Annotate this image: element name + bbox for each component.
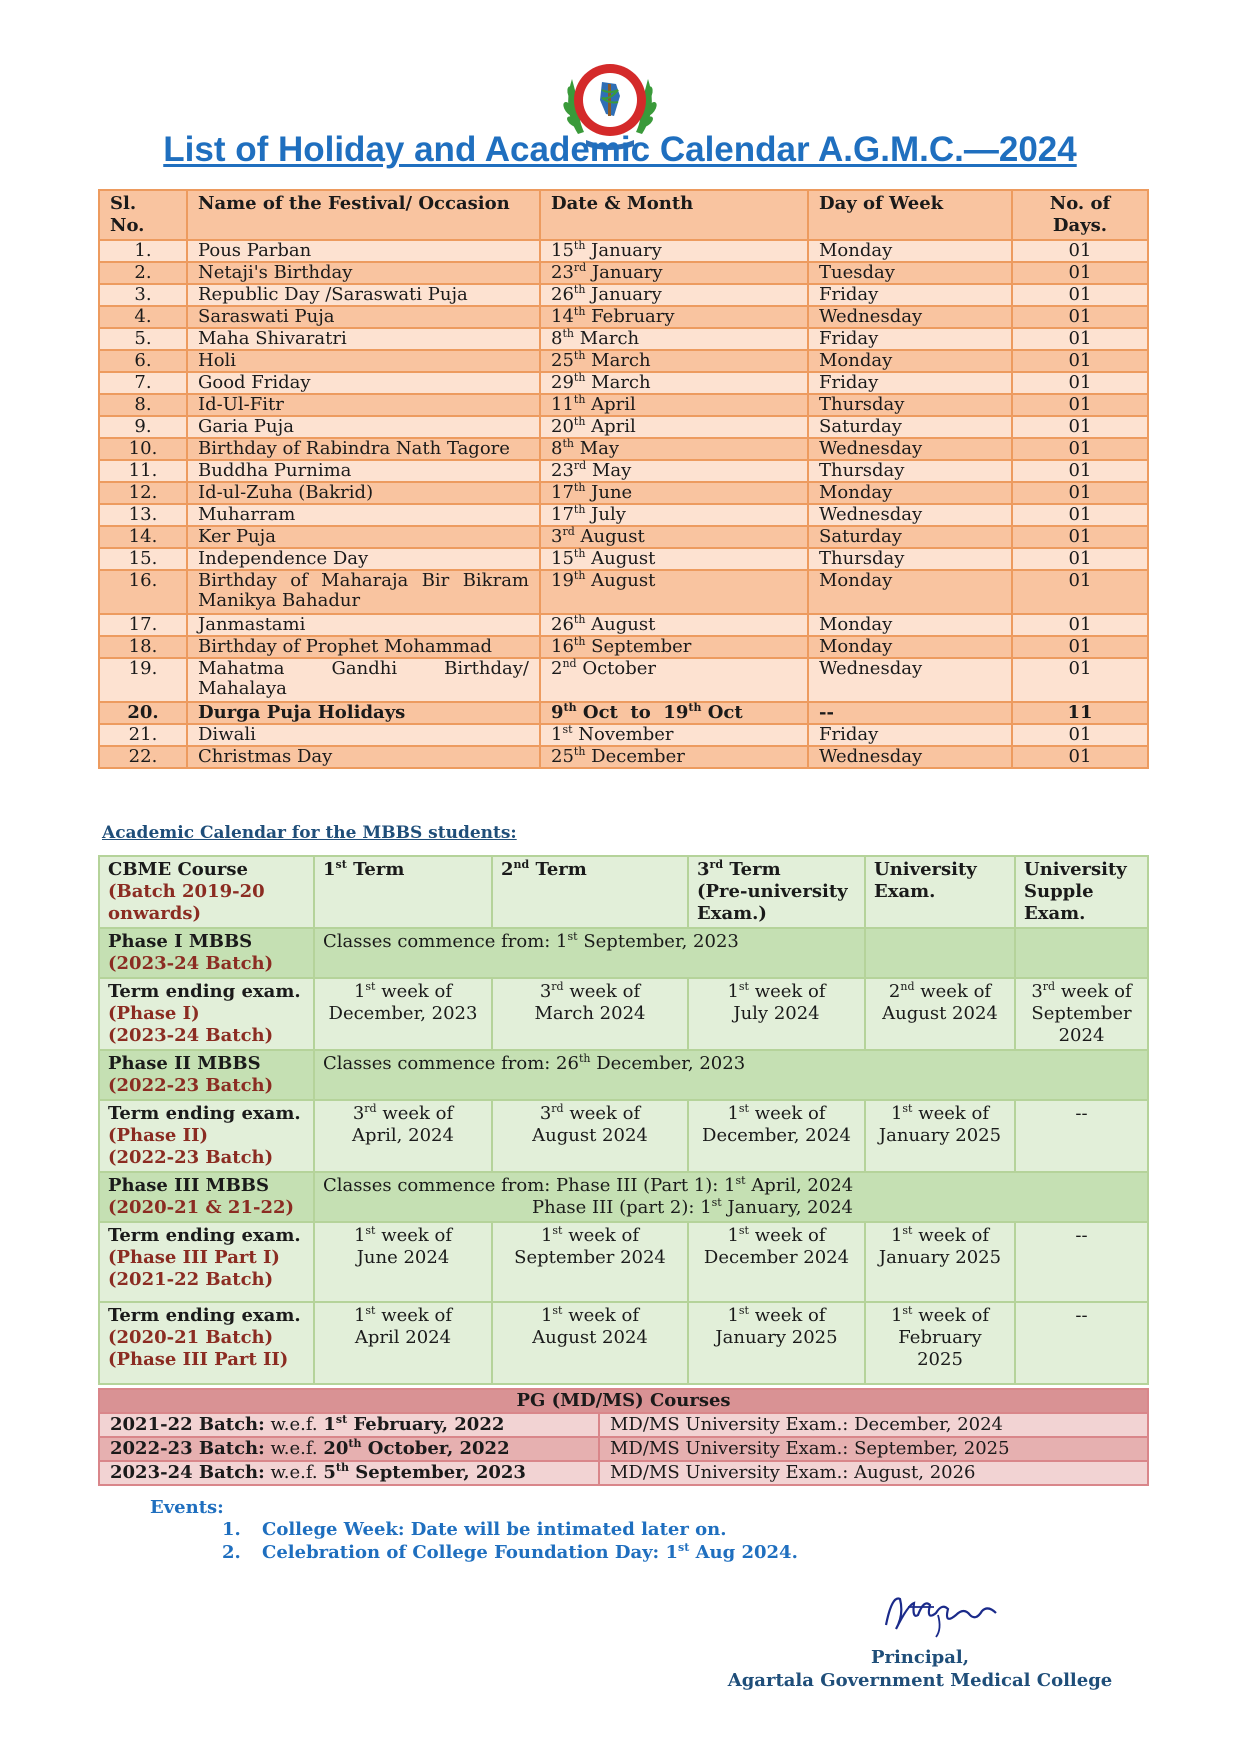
holiday-row: [99, 658, 1148, 702]
holiday-row: [99, 438, 1148, 460]
holiday-row: [99, 416, 1148, 438]
holiday-sl-no: 12.: [99, 482, 187, 504]
holiday-date: 23rd May: [540, 460, 808, 482]
exam-week-cell: 1st week of December, 2024: [688, 1100, 865, 1172]
holiday-row: [99, 548, 1148, 570]
holiday-name: Holi: [187, 350, 540, 372]
header-sl-no: Sl. No.: [99, 190, 187, 240]
holiday-days: 01: [1012, 416, 1148, 438]
pg-header-row: [99, 1389, 1148, 1413]
pg-courses-table: [98, 1388, 1149, 1486]
term3-header: 3rd Term (Pre-university Exam.): [688, 856, 865, 928]
holiday-sl-no: 4.: [99, 306, 187, 328]
holiday-days: 01: [1012, 328, 1148, 350]
holiday-sl-no: 2.: [99, 262, 187, 284]
exam-week-cell: 1st week of January 2025: [688, 1302, 865, 1384]
holiday-sl-no: 18.: [99, 636, 187, 658]
holiday-weekday: Saturday: [808, 416, 1012, 438]
holiday-name: Independence Day: [187, 548, 540, 570]
pg-row: 2022-23 Batch: w.e.f. 20th October, 2022 MD/MS University Exam.: September, 2025: [99, 1437, 1148, 1461]
holiday-row: [99, 372, 1148, 394]
holiday-name: Garia Puja: [187, 416, 540, 438]
holiday-row: [99, 284, 1148, 306]
holiday-weekday: Friday: [808, 724, 1012, 746]
holiday-days: 01: [1012, 262, 1148, 284]
phase1-row: [99, 928, 1148, 978]
holiday-name: Durga Puja Holidays: [187, 702, 540, 724]
holiday-name: Id-ul-Zuha (Bakrid): [187, 482, 540, 504]
holiday-name: Birthday of Rabindra Nath Tagore: [187, 438, 540, 460]
holiday-name: Mahatma Gandhi Birthday/ Mahalaya: [187, 658, 540, 702]
holiday-date: 1st November: [540, 724, 808, 746]
holiday-date: 25th December: [540, 746, 808, 768]
exam-week-cell-empty: --: [1015, 1302, 1148, 1384]
holiday-days: 01: [1012, 746, 1148, 768]
holiday-sl-no: 16.: [99, 570, 187, 614]
holiday-weekday: Wednesday: [808, 438, 1012, 460]
holiday-sl-no: 13.: [99, 504, 187, 526]
exam-week-cell: 1st week of December, 2023: [314, 978, 492, 1050]
holiday-sl-no: 5.: [99, 328, 187, 350]
holiday-date: 19th August: [540, 570, 808, 614]
holiday-weekday: Monday: [808, 636, 1012, 658]
holiday-weekday: --: [808, 702, 1012, 724]
holiday-date: 15th August: [540, 548, 808, 570]
holiday-days: 01: [1012, 636, 1148, 658]
holiday-sl-no: 14.: [99, 526, 187, 548]
exam-week-cell: 1st week of December 2024: [688, 1222, 865, 1302]
holiday-row: [99, 460, 1148, 482]
header-day-of-week: Day of Week: [808, 190, 1012, 240]
holiday-date: 15th January: [540, 240, 808, 262]
holiday-weekday: Wednesday: [808, 504, 1012, 526]
holiday-row: [99, 328, 1148, 350]
header-festival-name: Name of the Festival/ Occasion: [187, 190, 540, 240]
holiday-sl-no: 17.: [99, 614, 187, 636]
term3a-label: Term ending exam. (Phase III Part I) (2021-22 Batch): [99, 1222, 314, 1302]
holiday-name: Janmastami: [187, 614, 540, 636]
holiday-weekday: Saturday: [808, 526, 1012, 548]
holiday-date: 2nd October: [540, 658, 808, 702]
phase1-label: Phase I MBBS (2023-24 Batch): [99, 928, 314, 978]
holiday-name: Ker Puja: [187, 526, 540, 548]
holiday-weekday: Monday: [808, 614, 1012, 636]
term2-header: 2nd Term: [492, 856, 688, 928]
exam-week-cell: 1st week of April 2024: [314, 1302, 492, 1384]
course-header: CBME Course (Batch 2019-20 onwards): [99, 856, 314, 928]
exam-week-cell: 1st week of January 2025: [865, 1100, 1015, 1172]
holiday-date: 8th May: [540, 438, 808, 460]
holiday-sl-no: 15.: [99, 548, 187, 570]
university-exam-header: University Exam.: [865, 856, 1015, 928]
exam-week-cell: 3rd week of August 2024: [492, 1100, 688, 1172]
holiday-days: 01: [1012, 350, 1148, 372]
holiday-date: 3rd August: [540, 526, 808, 548]
holiday-name: Diwali: [187, 724, 540, 746]
holiday-row: [99, 482, 1148, 504]
holiday-table: [98, 189, 1149, 769]
holiday-weekday: Thursday: [808, 460, 1012, 482]
exam-week-cell: 3rd week of September 2024: [1015, 978, 1148, 1050]
holiday-date: 17th June: [540, 482, 808, 504]
holiday-weekday: Wednesday: [808, 658, 1012, 702]
pg-row: 2021-22 Batch: w.e.f. 1st February, 2022 MD/MS University Exam.: December, 2024: [99, 1413, 1148, 1437]
holiday-weekday: Thursday: [808, 394, 1012, 416]
phase3-row: [99, 1172, 1148, 1222]
holiday-date: 26th August: [540, 614, 808, 636]
holiday-sl-no: 11.: [99, 460, 187, 482]
term1-label: Term ending exam. (Phase I) (2023-24 Batch): [99, 978, 314, 1050]
holiday-name: Birthday of Prophet Mohammad: [187, 636, 540, 658]
term2-label: Term ending exam. (Phase II) (2022-23 Batch): [99, 1100, 314, 1172]
holiday-weekday: Monday: [808, 350, 1012, 372]
holiday-weekday: Monday: [808, 482, 1012, 504]
signatory-org: Agartala Government Medical College: [727, 1670, 1113, 1691]
events-heading: Events:: [150, 1497, 224, 1518]
holiday-name: Saraswati Puja: [187, 306, 540, 328]
holiday-weekday: Monday: [808, 240, 1012, 262]
exam-week-cell: 1st week of September 2024: [492, 1222, 688, 1302]
exam-week-cell: 1st week of June 2024: [314, 1222, 492, 1302]
holiday-date: 9th Oct to 19th Oct: [540, 702, 808, 724]
holiday-days: 01: [1012, 394, 1148, 416]
academic-calendar-heading: Academic Calendar for the MBBS students:: [102, 823, 517, 843]
holiday-name: Buddha Purnima: [187, 460, 540, 482]
holiday-date: 20th April: [540, 416, 808, 438]
holiday-row: [99, 526, 1148, 548]
holiday-row: [99, 570, 1148, 614]
holiday-days: 01: [1012, 372, 1148, 394]
holiday-date: 14th February: [540, 306, 808, 328]
holiday-name: Maha Shivaratri: [187, 328, 540, 350]
term1-row: [99, 978, 1148, 1050]
holiday-days: 01: [1012, 240, 1148, 262]
term3b-label: Term ending exam. (2020-21 Batch) (Phase III Part II): [99, 1302, 314, 1384]
holiday-date: 23rd January: [540, 262, 808, 284]
holiday-date: 16th September: [540, 636, 808, 658]
signatory-title: Principal,: [870, 1647, 970, 1668]
holiday-date: 25th March: [540, 350, 808, 372]
holiday-days: 01: [1012, 570, 1148, 614]
holiday-date: 17th July: [540, 504, 808, 526]
supple-exam-header: University Supple Exam.: [1015, 856, 1148, 928]
holiday-row: [99, 262, 1148, 284]
holiday-days: 01: [1012, 460, 1148, 482]
exam-week-cell: 1st week of February 2025: [865, 1302, 1015, 1384]
academic-calendar-table: [98, 855, 1149, 1385]
holiday-days: 01: [1012, 306, 1148, 328]
holiday-row: [99, 240, 1148, 262]
header-date-month: Date & Month: [540, 190, 808, 240]
holiday-days: 01: [1012, 504, 1148, 526]
holiday-row: [99, 636, 1148, 658]
phase3-commence: Classes commence from: Phase III (Part 1): 1st April, 2024 Phase III (part 2): 1st January, 2024: [314, 1172, 1148, 1222]
holiday-name: Christmas Day: [187, 746, 540, 768]
holiday-date: 29th March: [540, 372, 808, 394]
term3a-row: [99, 1222, 1148, 1302]
term2-row: [99, 1100, 1148, 1172]
holiday-weekday: Thursday: [808, 548, 1012, 570]
holiday-weekday: Monday: [808, 570, 1012, 614]
holiday-sl-no: 8.: [99, 394, 187, 416]
exam-week-cell: 3rd week of March 2024: [492, 978, 688, 1050]
holiday-days: 01: [1012, 724, 1148, 746]
holiday-row: [99, 614, 1148, 636]
term3b-row: [99, 1302, 1148, 1384]
holiday-days: 01: [1012, 658, 1148, 702]
holiday-sl-no: 21.: [99, 724, 187, 746]
holiday-date: 26th January: [540, 284, 808, 306]
holiday-weekday: Tuesday: [808, 262, 1012, 284]
holiday-days: 01: [1012, 548, 1148, 570]
holiday-name: Republic Day /Saraswati Puja: [187, 284, 540, 306]
holiday-row: [99, 724, 1148, 746]
phase3-label: Phase III MBBS (2020-21 & 21-22): [99, 1172, 314, 1222]
event-item: 2. Celebration of College Foundation Day: 1st Aug 2024.: [222, 1541, 798, 1563]
event-item: 1. College Week: Date will be intimated later on.: [222, 1519, 727, 1540]
phase2-commence: Classes commence from: 26th December, 2023: [314, 1050, 1148, 1100]
holiday-weekday: Friday: [808, 372, 1012, 394]
holiday-weekday: Friday: [808, 284, 1012, 306]
holiday-name: Pous Parban: [187, 240, 540, 262]
exam-week-cell-empty: --: [1015, 1222, 1148, 1302]
holiday-days: 01: [1012, 526, 1148, 548]
page-title: List of Holiday and Academic Calendar A.G.M.C.—2024: [163, 130, 1077, 169]
pg-row: 2023-24 Batch: w.e.f. 5th September, 2023 MD/MS University Exam.: August, 2026: [99, 1461, 1148, 1485]
holiday-weekday: Friday: [808, 328, 1012, 350]
holiday-sl-no: 9.: [99, 416, 187, 438]
term1-header: 1st Term: [314, 856, 492, 928]
holiday-row: [99, 702, 1148, 724]
holiday-name: Muharram: [187, 504, 540, 526]
exam-week-cell: 1st week of July 2024: [688, 978, 865, 1050]
exam-week-cell: 1st week of August 2024: [492, 1302, 688, 1384]
pg-heading: PG (MD/MS) Courses: [99, 1389, 1148, 1413]
holiday-sl-no: 7.: [99, 372, 187, 394]
holiday-sl-no: 10.: [99, 438, 187, 460]
holiday-row: [99, 306, 1148, 328]
events-list: [222, 1518, 798, 1564]
holiday-days: 01: [1012, 482, 1148, 504]
phase2-label: Phase II MBBS (2022-23 Batch): [99, 1050, 314, 1100]
holiday-sl-no: 19.: [99, 658, 187, 702]
exam-week-cell: 1st week of January 2025: [865, 1222, 1015, 1302]
holiday-sl-no: 6.: [99, 350, 187, 372]
exam-week-cell-empty: --: [1015, 1100, 1148, 1172]
phase1-commence: Classes commence from: 1st September, 2023: [314, 928, 865, 978]
holiday-row: [99, 504, 1148, 526]
holiday-header-row: [99, 190, 1148, 240]
holiday-date: 8th March: [540, 328, 808, 350]
header-no-of-days: No. of Days.: [1012, 190, 1148, 240]
holiday-days: 01: [1012, 438, 1148, 460]
holiday-sl-no: 3.: [99, 284, 187, 306]
holiday-days: 11: [1012, 702, 1148, 724]
holiday-weekday: Wednesday: [808, 746, 1012, 768]
exam-week-cell: 3rd week of April, 2024: [314, 1100, 492, 1172]
holiday-sl-no: 22.: [99, 746, 187, 768]
holiday-name: Good Friday: [187, 372, 540, 394]
academic-header-row: [99, 856, 1148, 928]
holiday-row: [99, 394, 1148, 416]
exam-week-cell: 2nd week of August 2024: [865, 978, 1015, 1050]
holiday-date: 11th April: [540, 394, 808, 416]
holiday-row: [99, 746, 1148, 768]
holiday-row: [99, 350, 1148, 372]
holiday-name: Id-Ul-Fitr: [187, 394, 540, 416]
holiday-weekday: Wednesday: [808, 306, 1012, 328]
holiday-name: Netaji's Birthday: [187, 262, 540, 284]
holiday-sl-no: 20.: [99, 702, 187, 724]
signatory-block: [700, 1646, 1140, 1692]
holiday-name: Birthday of Maharaja Bir Bikram Manikya Bahadur: [187, 570, 540, 614]
principal-signature: [878, 1585, 1008, 1645]
holiday-days: 01: [1012, 614, 1148, 636]
phase2-row: [99, 1050, 1148, 1100]
holiday-sl-no: 1.: [99, 240, 187, 262]
holiday-days: 01: [1012, 284, 1148, 306]
